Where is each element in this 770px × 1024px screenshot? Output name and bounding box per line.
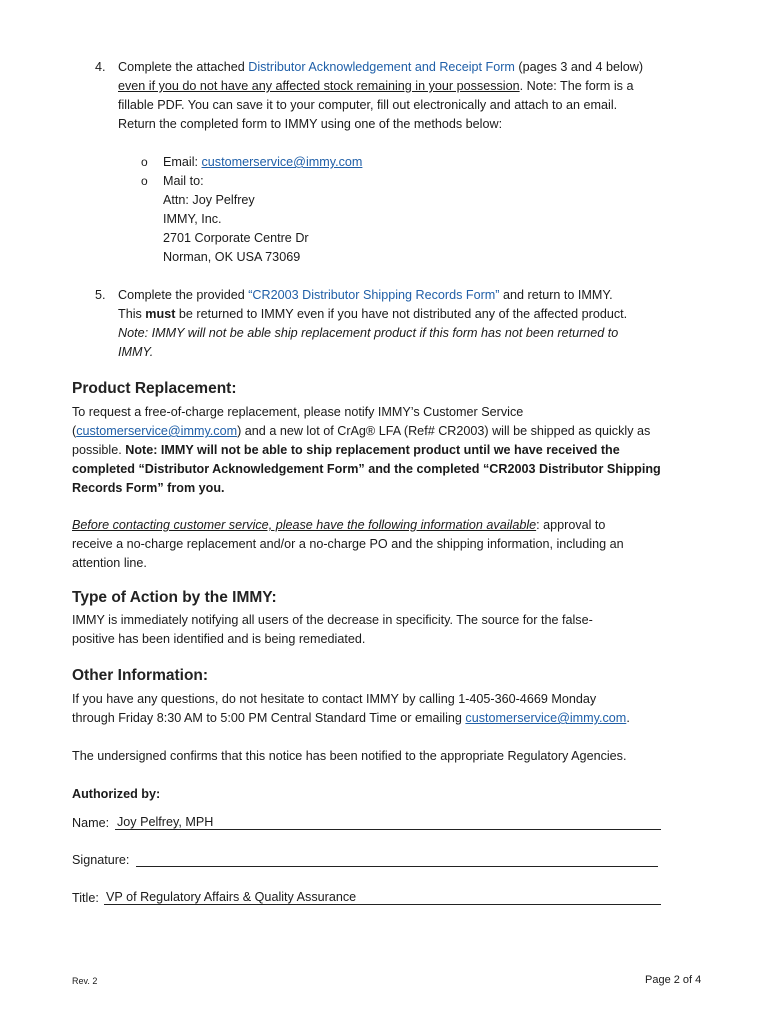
item-4-text: (pages 3 and 4 below) bbox=[514, 60, 644, 74]
page-number: Page 2 of 4 bbox=[645, 974, 702, 986]
item-4-line-2 bbox=[118, 77, 633, 95]
bullet-icon: o bbox=[141, 174, 148, 188]
bullet-icon: o bbox=[141, 155, 148, 169]
item-5-note-line-1: Note: IMMY will not be able ship replacement product if this form has not been returned to bbox=[118, 326, 619, 340]
replacement-instruction: Before contacting customer service, please have the following information available bbox=[72, 518, 537, 532]
other-line-3: The undersigned confirms that this notice has been notified to the appropriate Regulatory Agencies. bbox=[72, 749, 627, 763]
title-value: VP of Regulatory Affairs & Quality Assurance bbox=[106, 890, 357, 904]
mail-company: IMMY, Inc. bbox=[163, 212, 222, 226]
revision-label: Rev. 2 bbox=[72, 976, 98, 986]
replacement-line-7: receive a no-charge replacement and/or a no-charge PO and the shipping information, including an bbox=[72, 537, 624, 551]
action-line-2: positive has been identified and is being remediated. bbox=[72, 632, 366, 646]
item-4-line-3: fillable PDF. You can save it to your computer, fill out electronically and attach to an email. bbox=[118, 98, 618, 112]
email-link[interactable]: customerservice@immy.com bbox=[201, 155, 363, 169]
action-line-1: IMMY is immediately notifying all users of the decrease in specificity. The source for the false- bbox=[72, 613, 593, 627]
item-4-underlined-text: even if you do not have any affected stock remaining in your possession bbox=[118, 79, 520, 93]
email-label: Email: bbox=[163, 155, 202, 169]
signature-field[interactable] bbox=[136, 850, 658, 867]
type-of-action-heading: Type of Action by the IMMY: bbox=[72, 589, 277, 606]
mail-attn: Attn: Joy Pelfrey bbox=[163, 193, 255, 207]
mail-city: Norman, OK USA 73069 bbox=[163, 250, 301, 264]
replacement-line-4: completed “Distributor Acknowledgement Form” and the completed “CR2003 Distributor Shipping bbox=[72, 462, 661, 476]
item-5-line-1 bbox=[118, 286, 613, 304]
title-label: Title: bbox=[72, 891, 99, 905]
replacement-line-8: attention line. bbox=[72, 556, 147, 570]
replacement-line-2 bbox=[72, 422, 650, 440]
item-4-line-4: Return the completed form to IMMY using one of the methods below: bbox=[118, 117, 503, 131]
other-information-heading: Other Information: bbox=[72, 667, 209, 684]
replacement-text: : approval to bbox=[536, 518, 606, 532]
item-5-text: Complete the provided bbox=[118, 288, 249, 302]
item-5-text: This bbox=[118, 307, 146, 321]
name-label: Name: bbox=[72, 816, 110, 830]
item-5-note-line-2: IMMY. bbox=[118, 345, 154, 359]
replacement-line-3 bbox=[72, 441, 620, 459]
mail-label: Mail to: bbox=[163, 174, 204, 188]
shipping-records-form-link[interactable]: “CR2003 Distributor Shipping Records Form” bbox=[248, 288, 500, 302]
name-value: Joy Pelfrey, MPH bbox=[117, 815, 214, 829]
replacement-text: ) and a new lot of CrAg® LFA (Ref# CR2003) will be shipped as quickly as bbox=[237, 424, 651, 438]
item-4-text: Complete the attached bbox=[118, 60, 249, 74]
authorized-by-heading: Authorized by: bbox=[72, 787, 161, 801]
other-text: . bbox=[626, 711, 630, 725]
item-5-line-2 bbox=[118, 305, 627, 323]
item-5-number: 5. bbox=[95, 288, 106, 302]
replacement-text: possible. bbox=[72, 443, 126, 457]
title-field[interactable] bbox=[104, 888, 661, 905]
other-line-1: If you have any questions, do not hesitate to contact IMMY by calling 1-405-360-4669 Monday bbox=[72, 692, 597, 706]
item-5-bold-text: must bbox=[145, 307, 176, 321]
item-4-number: 4. bbox=[95, 60, 106, 74]
mail-street: 2701 Corporate Centre Dr bbox=[163, 231, 309, 245]
signature-label: Signature: bbox=[72, 853, 130, 867]
email-link[interactable]: customerservice@immy.com bbox=[76, 424, 238, 438]
item-4-line-1 bbox=[118, 58, 643, 76]
item-4-text: . Note: The form is a bbox=[519, 79, 634, 93]
replacement-line-6 bbox=[72, 516, 605, 534]
replacement-line-5: Records Form” from you. bbox=[72, 481, 225, 495]
item-5-text: and return to IMMY. bbox=[499, 288, 613, 302]
name-field[interactable] bbox=[115, 813, 661, 830]
other-line-2 bbox=[72, 709, 630, 727]
replacement-bold-note: Note: IMMY will not be able to ship replacement product until we have received the bbox=[125, 443, 620, 457]
replacement-line-1: To request a free-of-charge replacement, please notify IMMY’s Customer Service bbox=[72, 405, 524, 419]
item-5-text: be returned to IMMY even if you have not distributed any of the affected product. bbox=[175, 307, 628, 321]
product-replacement-heading: Product Replacement: bbox=[72, 380, 237, 397]
email-method bbox=[163, 153, 362, 171]
replacement-text: ( bbox=[72, 424, 77, 438]
distributor-form-link[interactable]: Distributor Acknowledgement and Receipt Form bbox=[248, 60, 515, 74]
other-text: through Friday 8:30 AM to 5:00 PM Central Standard Time or emailing bbox=[72, 711, 466, 725]
email-link[interactable]: customerservice@immy.com bbox=[465, 711, 627, 725]
